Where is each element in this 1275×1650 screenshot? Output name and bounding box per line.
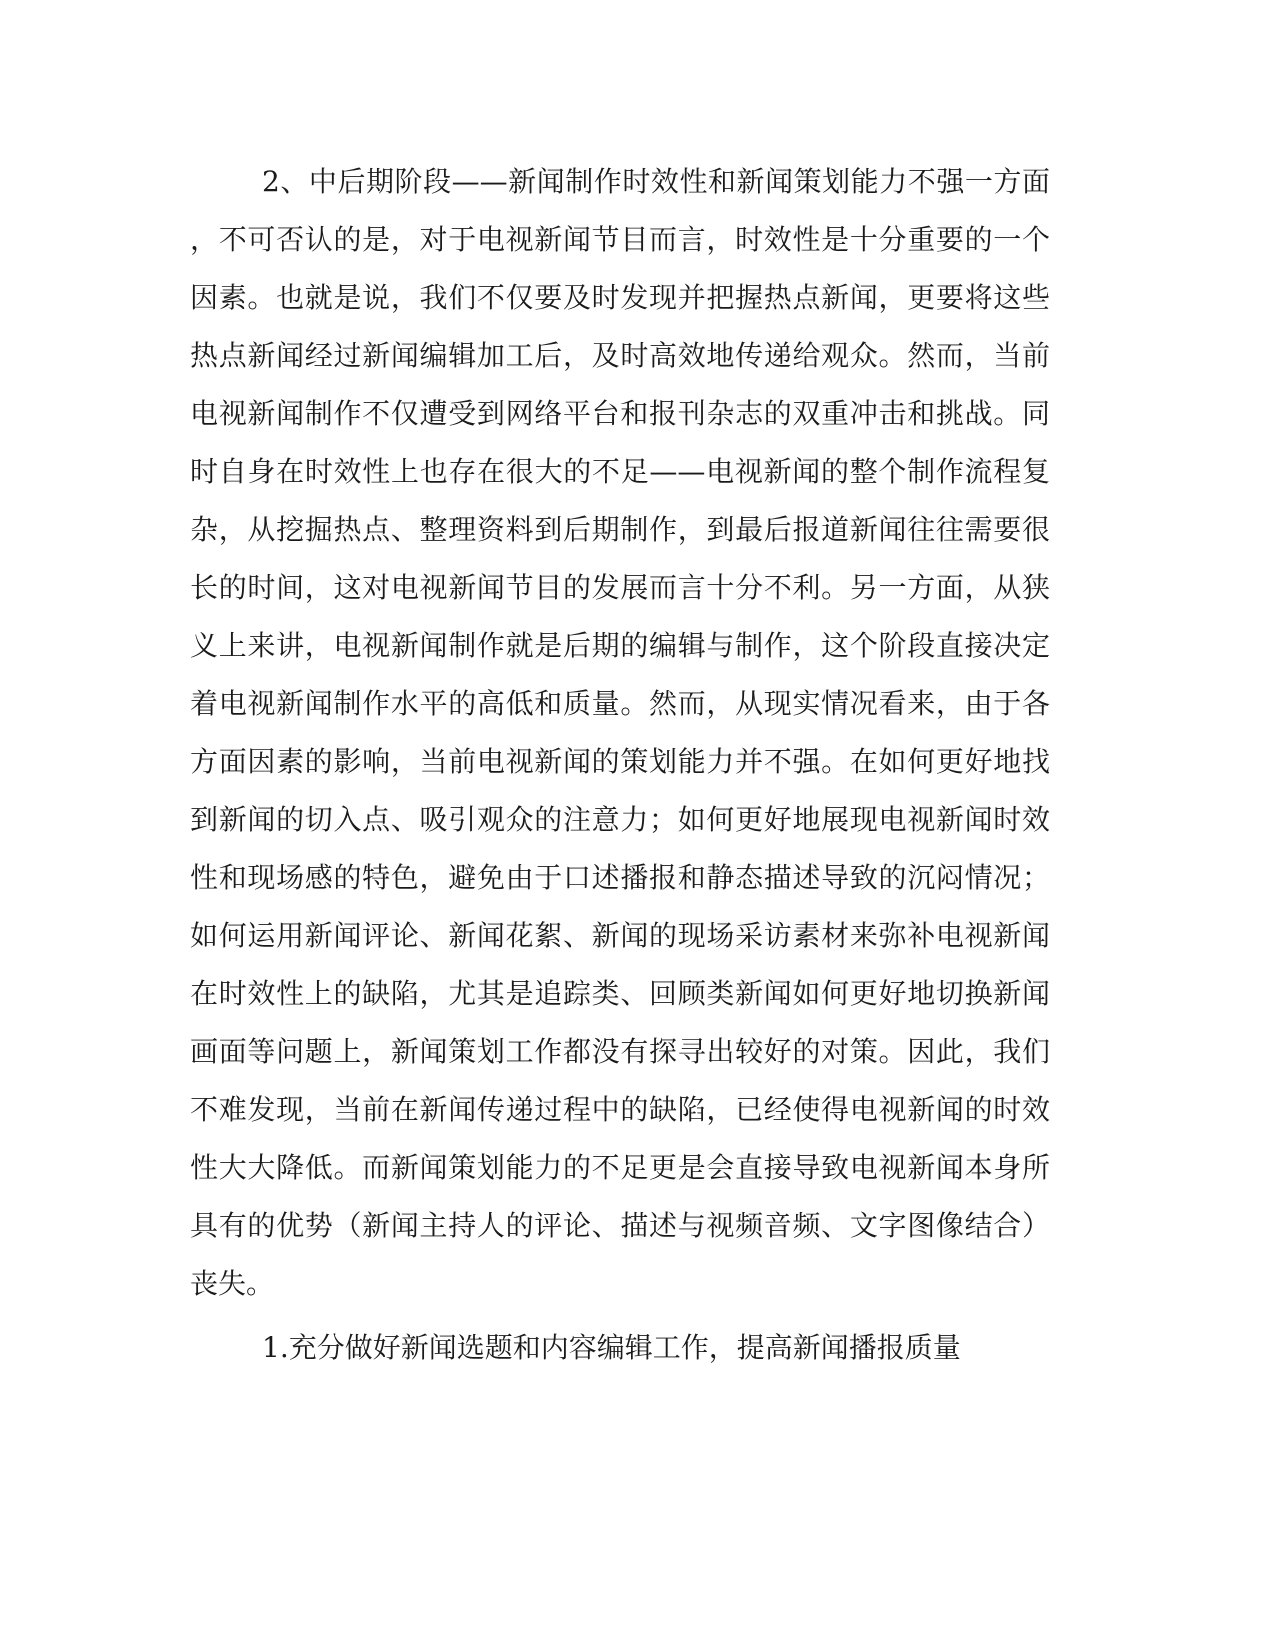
paragraph-line: 丧失。: [190, 1267, 275, 1300]
paragraph-line: 因素。也就是说，我们不仅要及时发现并把握热点新闻，更要将这些: [190, 281, 1050, 314]
paragraph-line: 性和现场感的特色，避免由于口述播报和静态描述导致的沉闷情况；: [190, 861, 1050, 894]
paragraph-line: 在时效性上的缺陷，尤其是追踪类、回顾类新闻如何更好地切换新闻: [190, 977, 1050, 1010]
paragraph-line: 到新闻的切入点、吸引观众的注意力；如何更好地展现电视新闻时效: [190, 803, 1050, 836]
paragraph-line: 杂，从挖掘热点、整理资料到后期制作，到最后报道新闻往往需要很: [190, 513, 1050, 546]
paragraph-line: 热点新闻经过新闻编辑加工后，及时高效地传递给观众。然而，当前: [190, 339, 1050, 372]
paragraph-line: 义上来讲，电视新闻制作就是后期的编辑与制作，这个阶段直接决定: [190, 629, 1050, 662]
paragraph-line: ，不可否认的是，对于电视新闻节目而言，时效性是十分重要的一个: [190, 223, 1050, 256]
paragraph-line: 性大大降低。而新闻策划能力的不足更是会直接导致电视新闻本身所: [190, 1151, 1050, 1184]
paragraph-line: 具有的优势（新闻主持人的评论、描述与视频音频、文字图像结合）: [190, 1209, 1050, 1242]
paragraph-line: 方面因素的影响，当前电视新闻的策划能力并不强。在如何更好地找: [190, 745, 1050, 778]
paragraph-line: 2、中后期阶段——新闻制作时效性和新闻策划能力不强一方面: [262, 165, 1050, 198]
paragraph-line: 长的时间，这对电视新闻节目的发展而言十分不利。另一方面，从狭: [190, 571, 1050, 604]
paragraph-line: 时自身在时效性上也存在很大的不足——电视新闻的整个制作流程复: [190, 455, 1050, 488]
paragraph-line: 电视新闻制作不仅遭受到网络平台和报刊杂志的双重冲击和挑战。同: [190, 397, 1050, 430]
paragraph-line: 不难发现，当前在新闻传递过程中的缺陷，已经使得电视新闻的时效: [190, 1093, 1050, 1126]
paragraph-line: 着电视新闻制作水平的高低和质量。然而，从现实情况看来，由于各: [190, 687, 1050, 720]
paragraph-line: 如何运用新闻评论、新闻花絮、新闻的现场采访素材来弥补电视新闻: [190, 919, 1050, 952]
section-heading: 1.充分做好新闻选题和内容编辑工作，提高新闻播报质量: [262, 1331, 961, 1364]
paragraph-line: 画面等问题上，新闻策划工作都没有探寻出较好的对策。因此，我们: [190, 1035, 1050, 1068]
